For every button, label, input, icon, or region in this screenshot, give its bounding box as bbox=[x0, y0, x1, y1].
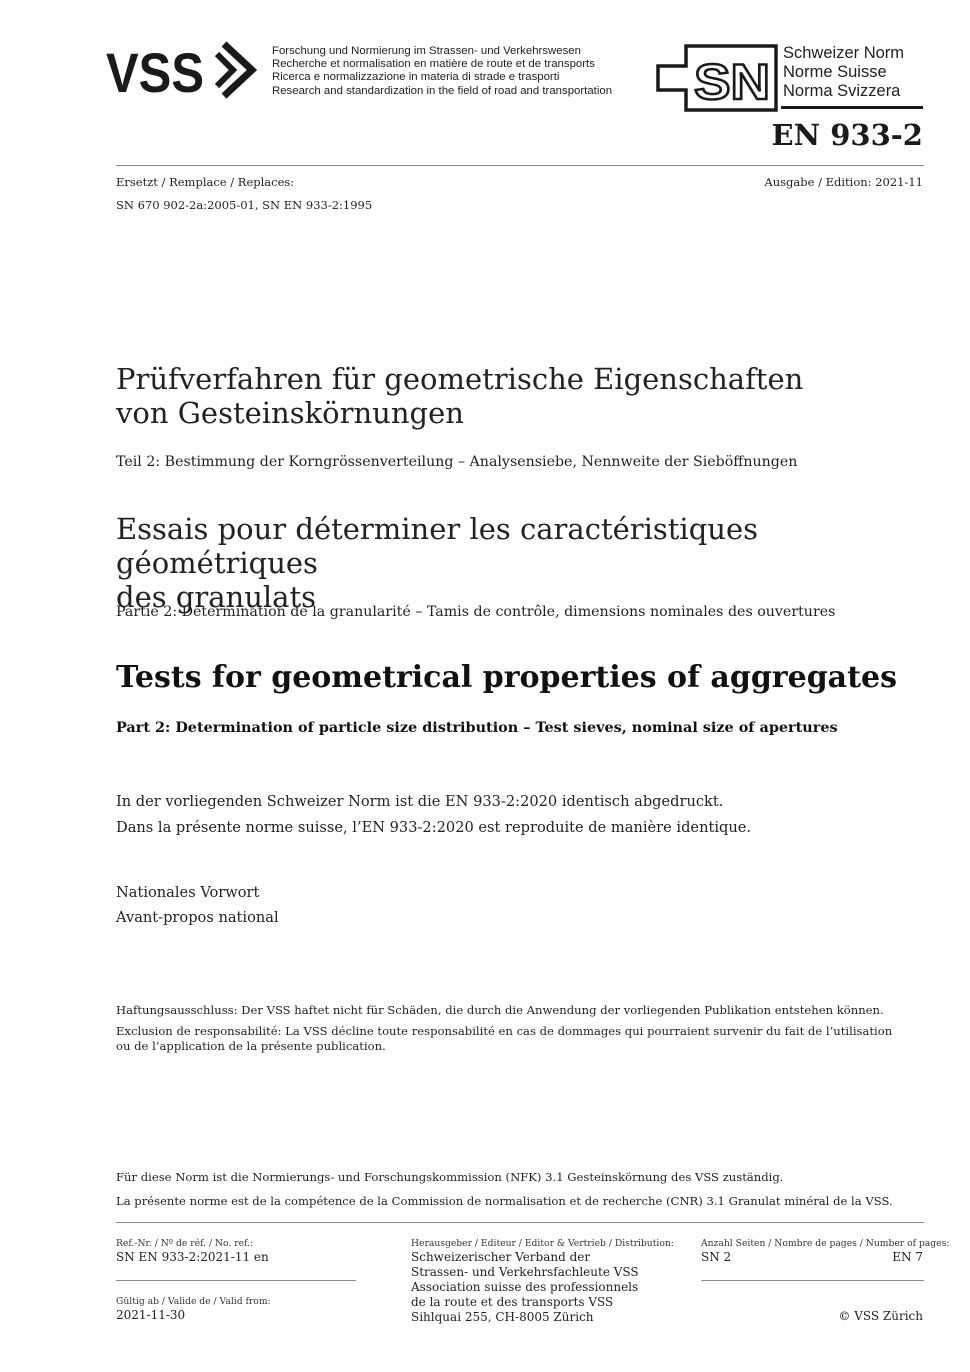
title-de-line-2: von Gesteinskörnungen bbox=[116, 396, 464, 430]
vss-tagline bbox=[272, 45, 652, 98]
sn-logo bbox=[656, 44, 778, 112]
identical-note-fr: Dans la présente norme suisse, l’EN 933-2:2020 est reproduite de manière identique. bbox=[116, 819, 752, 836]
title-fr-line-1: Essais pour déterminer les caractéristiques géométriques bbox=[116, 512, 758, 580]
vss-logo-graphic bbox=[106, 40, 266, 100]
subtitle-fr: Partie 2: Détermination de la granularité – Tamis de contrôle, dimensions nominales des ouvertures bbox=[116, 604, 836, 620]
header-divider bbox=[116, 165, 924, 166]
title-de bbox=[116, 362, 936, 430]
replaces-label: Ersetzt / Remplace / Replaces: bbox=[116, 175, 295, 189]
title-de-line-1: Prüfverfahren für geometrische Eigenschaften bbox=[116, 362, 804, 396]
sn-cross-icon bbox=[656, 44, 778, 112]
standard-number: EN 933-2 bbox=[771, 118, 923, 152]
disclaimer-fr-line-2: ou de l’application de la présente publication. bbox=[116, 1039, 386, 1053]
disclaimer-fr-line-1: Exclusion de responsabilité: La VSS décline toute responsabilité en cas de dommages qui pourraient survenir du fait de l’utilisation bbox=[116, 1024, 893, 1038]
publisher-label: Herausgeber / Editeur / Editor & Vertrieb / Distribution: bbox=[411, 1238, 674, 1249]
pages-divider bbox=[701, 1280, 924, 1281]
valid-label: Gültig ab / Valide de / Valid from: bbox=[116, 1296, 271, 1307]
copyright: © VSS Zürich bbox=[838, 1309, 923, 1323]
publisher-line: Association suisse des professionnels bbox=[411, 1280, 639, 1294]
foreword-de: Nationales Vorwort bbox=[116, 884, 260, 901]
identical-note-de: In der vorliegenden Schweizer Norm ist die EN 933-2:2020 identisch abgedruckt. bbox=[116, 793, 724, 810]
sn-name-fr: Norme Suisse bbox=[783, 63, 887, 81]
vss-tagline-it: Ricerca e normalizzazione in materia di strade e trasporti bbox=[272, 71, 560, 84]
vss-logo bbox=[106, 40, 266, 100]
pages-label: Anzahl Seiten / Nombre de pages / Number of pages: bbox=[701, 1238, 950, 1249]
replaces-value: SN 670 902-2a:2005-01, SN EN 933-2:1995 bbox=[116, 198, 373, 212]
pages-en: EN 7 bbox=[892, 1250, 923, 1264]
vss-tagline-fr: Recherche et normalisation en matière de route et de transports bbox=[272, 58, 595, 71]
subtitle-de: Teil 2: Bestimmung der Korngrössenverteilung – Analysensiebe, Nennweite der Sieböffnungen bbox=[116, 454, 798, 470]
publisher-line: Strassen- und Verkehrsfachleute VSS bbox=[411, 1265, 639, 1279]
vss-tagline-en: Research and standardization in the field of road and transportation bbox=[272, 84, 613, 97]
title-fr bbox=[116, 512, 946, 614]
committee-fr: La présente norme est de la compétence de la Commission de normalisation et de recherche (CNR) 3.1 Granulat minéral de la VSS. bbox=[116, 1194, 893, 1208]
title-en: Tests for geometrical properties of aggregates bbox=[116, 660, 897, 695]
edition: Ausgabe / Edition: 2021-11 bbox=[764, 175, 923, 189]
disclaimer-de: Haftungsausschluss: Der VSS haftet nicht für Schäden, die durch die Anwendung der vorliegenden Publikation entstehen können. bbox=[116, 1003, 884, 1017]
sn-logo-letters: SN bbox=[694, 54, 770, 110]
title-fr-line-2: des granulats bbox=[116, 580, 316, 614]
sn-name-it: Norma Svizzera bbox=[783, 82, 901, 100]
sn-names bbox=[783, 44, 933, 101]
ref-label: Ref.-Nr. / Nº de réf. / No. ref.: bbox=[116, 1238, 254, 1249]
sn-name-de: Schweizer Norm bbox=[783, 44, 905, 62]
publisher-line: de la route et des transports VSS bbox=[411, 1295, 614, 1309]
sn-underline bbox=[781, 106, 923, 109]
publisher-address bbox=[411, 1250, 681, 1325]
committee-de: Für diese Norm ist die Normierungs- und Forschungskommission (NFK) 3.1 Gesteinskörnung des VSS zuständig. bbox=[116, 1170, 784, 1184]
vss-tagline-de: Forschung und Normierung im Strassen- und Verkehrswesen bbox=[272, 45, 581, 57]
vss-logo-letters: VSS bbox=[106, 41, 204, 100]
ref-divider bbox=[116, 1280, 356, 1281]
ref-value: SN EN 933-2:2021-11 en bbox=[116, 1250, 269, 1264]
footer-divider bbox=[116, 1222, 924, 1223]
subtitle-en: Part 2: Determination of particle size distribution – Test sieves, nominal size of apertures bbox=[116, 719, 838, 736]
pages-sn: SN 2 bbox=[701, 1250, 732, 1264]
valid-value: 2021-11-30 bbox=[116, 1308, 186, 1322]
disclaimer-fr bbox=[116, 1024, 936, 1054]
foreword-fr: Avant-propos national bbox=[116, 909, 279, 926]
publisher-line: Sihlquai 255, CH-8005 Zürich bbox=[411, 1310, 594, 1324]
publisher-line: Schweizerischer Verband der bbox=[411, 1250, 591, 1264]
